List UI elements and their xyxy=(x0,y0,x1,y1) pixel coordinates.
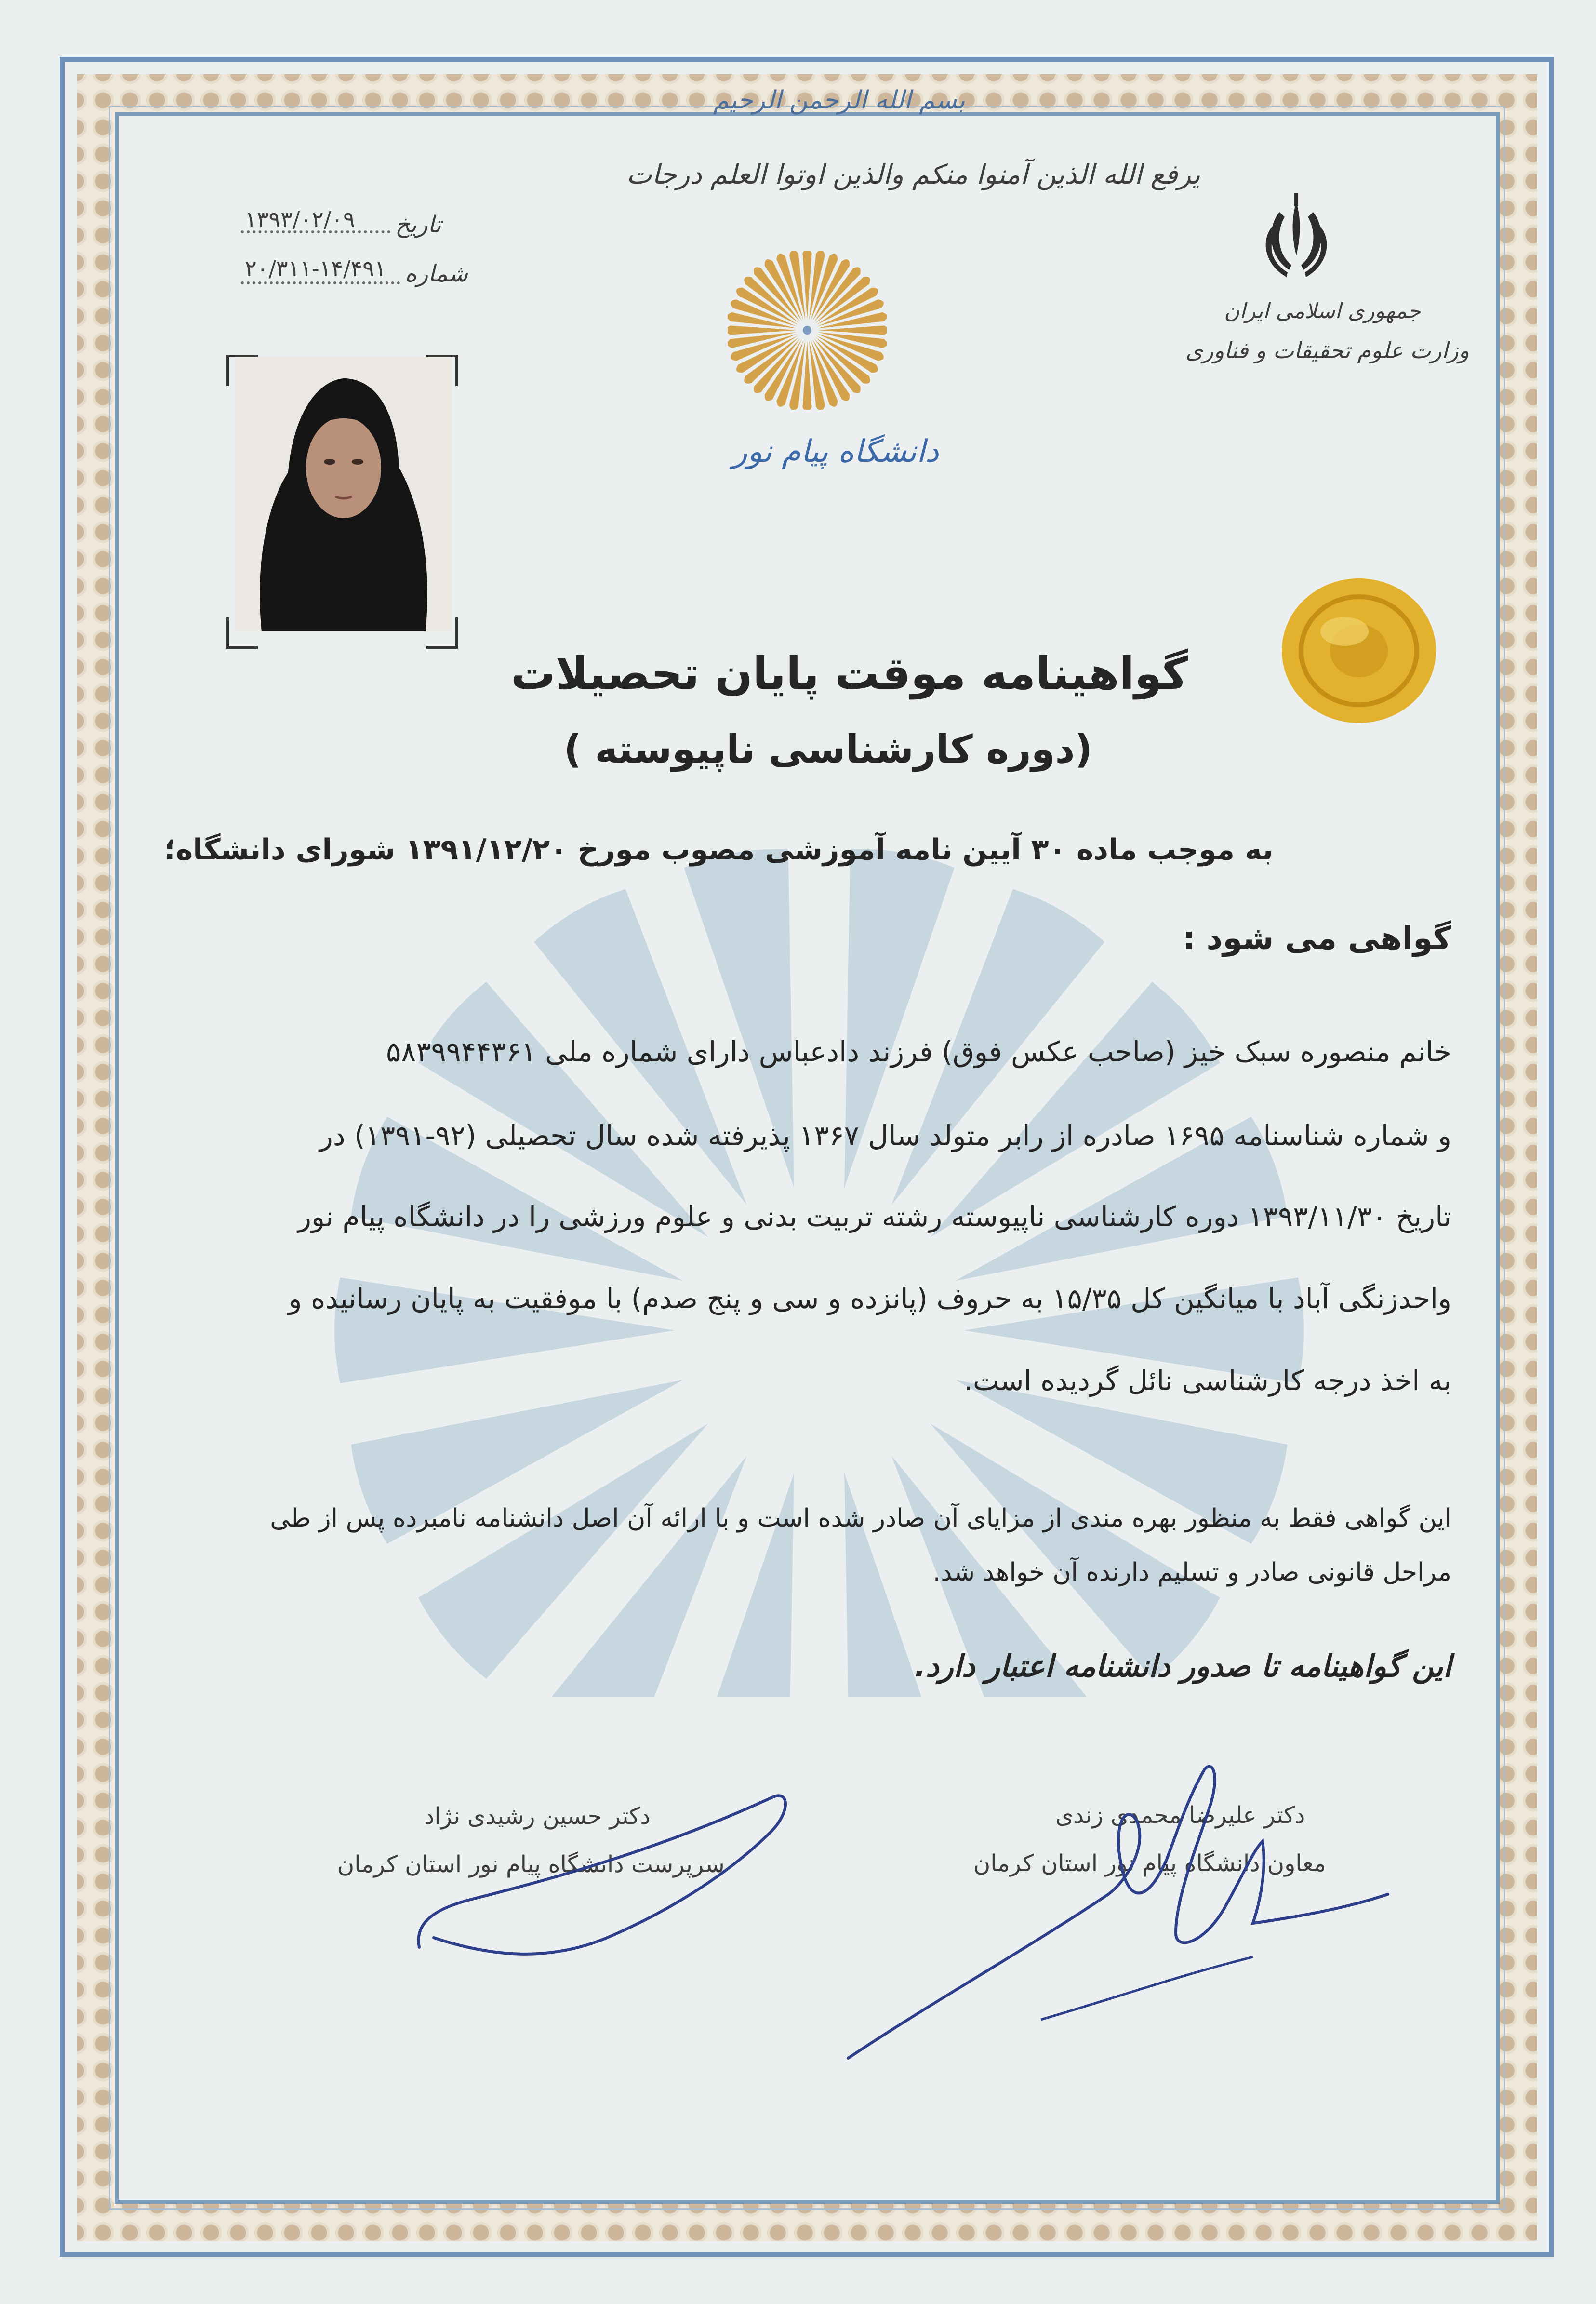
note-line-2: مراحل قانونی صادر و تسلیم دارنده آن خواهد شد. xyxy=(932,1558,1451,1587)
quran-verse: یرفع الله الذین آمنوا منکم والذین اوتوا العلم درجات xyxy=(626,159,1200,190)
certify-heading: گواهی می شود : xyxy=(1182,920,1451,957)
iran-emblem-icon xyxy=(1253,193,1340,284)
left-signatory-title: سرپرست دانشگاه پیام نور استان کرمان xyxy=(337,1851,725,1878)
number-dots xyxy=(241,281,400,284)
basmala-calligraphy: بسم الله الرحمن الرحيم xyxy=(713,86,965,115)
handwritten-signature-left xyxy=(405,1764,838,1967)
number-label: شماره xyxy=(405,260,468,287)
country-name: جمهوری اسلامی ایران xyxy=(1224,299,1421,323)
payame-noor-logo-icon xyxy=(728,251,887,410)
number-value: ۲۰/۳۱۱-۱۴/۴۹۱ xyxy=(245,255,386,281)
right-signatory-title: معاون دانشگاه پیام نور استان کرمان xyxy=(973,1850,1326,1877)
validity-statement: این گواهینامه تا صدور دانشنامه اعتبار دارد. xyxy=(914,1648,1451,1684)
holder-photo xyxy=(235,357,452,631)
handwritten-signature-right xyxy=(838,1750,1397,2077)
right-signatory-name: دکتر علیرضا محمدی زندی xyxy=(1055,1802,1305,1829)
preamble-text: به موجب ماده ۳۰ آیین نامه آموزشی مصوب مورخ ۱۳۹۱/۱۲/۲۰ شورای دانشگاه؛ xyxy=(164,833,1273,867)
body-line-5: به اخذ درجه کارشناسی نائل گردیده است. xyxy=(964,1364,1451,1397)
date-value: ۱۳۹۳/۰۲/۰۹ xyxy=(245,206,355,232)
ministry-name: وزارت علوم تحقیقات و فناوری xyxy=(1185,337,1469,363)
gold-seal-stamp xyxy=(1277,574,1441,728)
date-label: تاریخ xyxy=(395,211,441,238)
university-name: دانشگاه پیام نور xyxy=(732,434,939,469)
date-dots xyxy=(241,230,390,233)
body-line-3: تاریخ ۱۳۹۳/۱۱/۳۰ دوره کارشناسی ناپیوسته رشته تربیت بدنی و علوم ورزشی را در دانشگاه پیام نور xyxy=(297,1200,1451,1233)
body-line-4: واحدزنگی آباد با میانگین کل ۱۵/۳۵ به حروف (پانزده و سی و پنج صدم) با موفقیت به پایان رسانیده و xyxy=(288,1282,1451,1315)
note-line-1: این گواهی فقط به منظور بهره مندی از مزایای آن صادر شده است و با ارائه آن اصل دانشنامه نامبرده پس از طی xyxy=(270,1504,1451,1533)
body-line-2: و شماره شناسنامه ۱۶۹۵ صادره از رابر متولد سال ۱۳۶۷ پذیرفته شده سال تحصیلی (۹۲-۱۳۹۱) در xyxy=(319,1119,1451,1152)
left-signatory-name: دکتر حسین رشیدی نژاد xyxy=(424,1803,651,1830)
certificate-title: گواهینامه موقت پایان تحصیلات xyxy=(511,648,1188,699)
certificate-subtitle: (دوره کارشناسی ناپیوسته ) xyxy=(564,727,1093,772)
body-line-1: خانم منصوره سبک خیز (صاحب عکس فوق) فرزند دادعباس دارای شماره ملی ۵۸۳۹۹۴۴۳۶۱ xyxy=(386,1035,1451,1068)
